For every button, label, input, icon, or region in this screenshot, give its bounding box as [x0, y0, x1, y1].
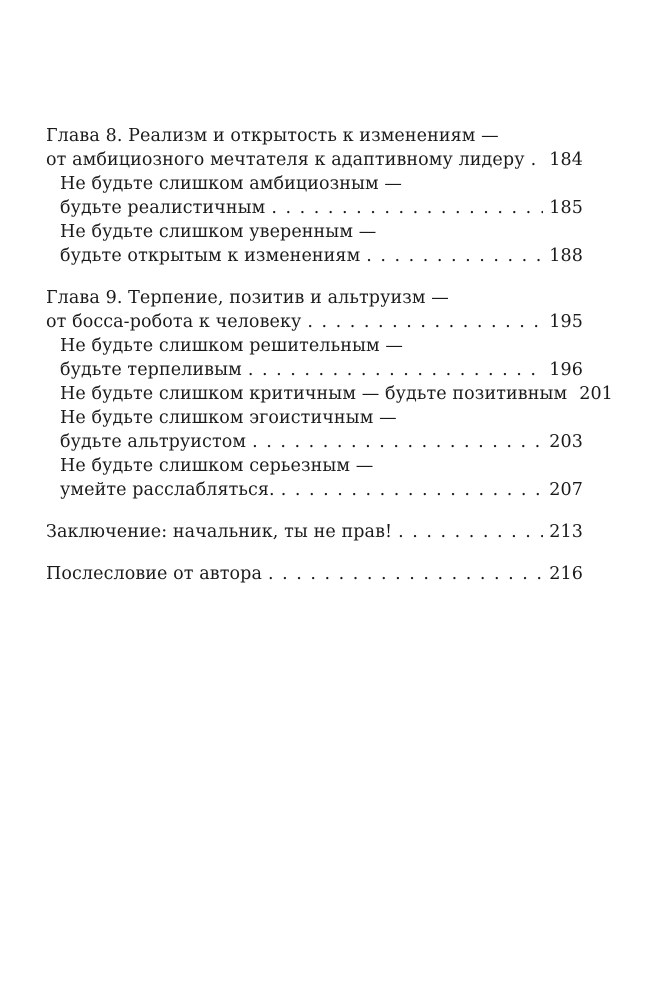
toc-entry-line-with-page [46, 520, 583, 544]
toc-page-number: 188 [549, 246, 583, 266]
toc-chapter-title-line-with-page [46, 310, 583, 334]
toc-leader-dots [248, 358, 543, 382]
toc-section-text: Не будьте слишком критичным — будьте позитивным [60, 384, 568, 404]
toc-leader-dots [252, 430, 543, 454]
toc-section-line-with-page [46, 478, 583, 502]
toc-page-number: 195 [549, 312, 583, 332]
toc-section-line-with-page [46, 358, 583, 382]
toc-section-text: будьте альтруистом [60, 432, 247, 452]
toc-section-line: Не будьте слишком серьезным — [60, 456, 374, 476]
toc-entry-text: Послесловие от автора [46, 564, 262, 584]
toc-leader-dots [366, 244, 543, 268]
toc-leader-dots [268, 562, 543, 586]
toc-section-line-with-page [46, 244, 583, 268]
toc-leader-dots [531, 148, 544, 172]
toc-page-number: 207 [549, 480, 583, 500]
toc-chapter-9 [46, 286, 613, 502]
table-of-contents [46, 124, 613, 586]
toc-section-line-with-page [46, 430, 583, 454]
toc-chapter-title-text: от амбициозного мечтателя к адаптивному лидеру [46, 150, 525, 170]
toc-leader-dots [271, 196, 543, 220]
toc-section-text: умейте расслабляться. [60, 480, 275, 500]
toc-page-number: 216 [549, 564, 583, 584]
toc-page-number: 203 [549, 432, 583, 452]
toc-chapter-title-line-with-page [46, 148, 583, 172]
toc-chapter-title-line: Глава 8. Реализм и открытость к изменениям — [46, 126, 499, 146]
toc-afterword [46, 562, 583, 586]
toc-section-line: Не будьте слишком решительным — [60, 336, 403, 356]
toc-page-number: 184 [549, 150, 583, 170]
toc-section-text: будьте реалистичным [60, 198, 266, 218]
toc-section-line: Не будьте слишком эгоистичным — [60, 408, 397, 428]
toc-page-number: 201 [579, 384, 613, 404]
toc-section-line: Не будьте слишком амбициозным — [60, 174, 403, 194]
toc-entry-line-with-page [46, 562, 583, 586]
toc-chapter-title-line: Глава 9. Терпение, позитив и альтруизм — [46, 288, 449, 308]
toc-chapter-8 [46, 124, 583, 268]
toc-entry-text: Заключение: начальник, ты не прав! [46, 522, 393, 542]
toc-section-line-with-page [46, 196, 583, 220]
toc-section-text: будьте терпеливым [60, 360, 242, 380]
toc-section-line: Не будьте слишком уверенным — [60, 222, 377, 242]
toc-conclusion [46, 520, 583, 544]
toc-leader-dots [398, 520, 543, 544]
toc-page-number: 185 [549, 198, 583, 218]
toc-section-line-with-page [46, 382, 613, 406]
toc-section-text: будьте открытым к изменениям [60, 246, 361, 266]
toc-leader-dots [307, 310, 543, 334]
toc-page-number: 213 [549, 522, 583, 542]
toc-page-number: 196 [549, 360, 583, 380]
toc-leader-dots [281, 478, 544, 502]
toc-chapter-title-text: от босса-робота к человеку [46, 312, 302, 332]
